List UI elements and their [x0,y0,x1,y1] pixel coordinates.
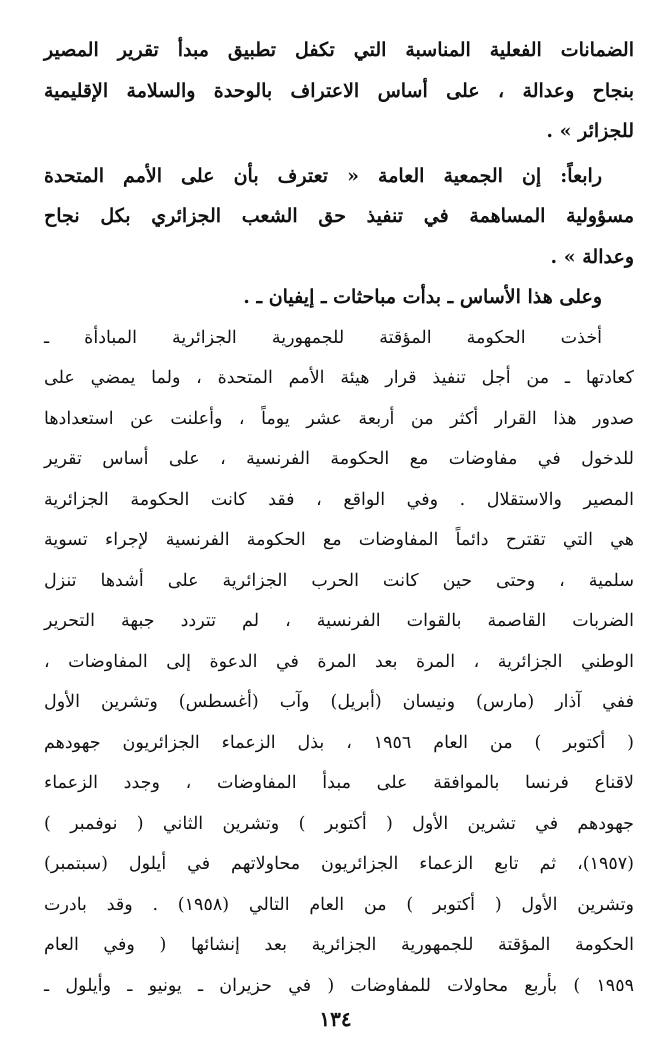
text-line: صدور هذا القرار أكثر من أربعة عشر يوماً ، وأعلنت عن استعدادها [44,408,634,429]
paragraph-guarantees [44,30,634,152]
text-line: مسؤولية المساهمة في تنفيذ حق الشعب الجزائري بكل نجاح [44,205,634,227]
paragraph-evian [44,277,634,318]
text-line: هي التي تقترح دائماً المفاوضات مع الحكومة الفرنسية لإجراء تسوية [44,530,634,550]
text-line: وعلى هذا الأساس ـ بدأت مباحثات ـ إيفيان ـ . [243,286,602,308]
text-line: الوطني الجزائرية ، المرة بعد المرة في الدعوة إلى المفاوضات ، [44,651,634,672]
text-line: رابعاً: إن الجمعية العامة « تعترف بأن على الأمم المتحدة [44,164,602,187]
text-line: المصير والاستقلال . وفي الواقع ، فقد كانت الحكومة الجزائرية [44,489,634,510]
book-page [44,30,634,1030]
text-line: الحكومة المؤقتة للجمهورية الجزائرية بعد إنشائها ( وفي العام [44,935,634,955]
text-line: وتشرين الأول ( أكتوبر ) من العام التالي (١٩٥٨) . وقد بادرت [44,894,634,915]
text-line: بنجاح وعدالة ، على أساس الاعتراف بالوحدة والسلامة الإقليمية [44,79,634,102]
text-line: (١٩٥٧)، ثم تابع الزعماء الجزائريون محاولاتهم في أيلول (سبتمبر) [44,854,634,874]
paragraph-fourthly [44,156,634,278]
text-line: أخذت الحكومة المؤقتة للجمهورية الجزائرية المبادأة ـ [44,327,602,348]
text-line: الضمانات الفعلية المناسبة التي تكفل تطبيق مبدأ تقرير المصير [44,39,634,61]
text-line: ١٩٥٩ ) بأربع محاولات للمفاوضات ( في حزيران ـ يونيو ـ وأيلول ـ [44,975,634,996]
text-line: وعدالة » . [550,245,634,268]
text-line: للدخول في مفاوضات مع الحكومة الفرنسية ، على أساس تقرير [44,449,634,469]
text-line: سلمية ، وحتى حين كانت الحرب الجزائرية على أشدها تنزل [44,570,634,591]
text-line: ففي آذار (مارس) ونيسان (أبريل) وآب (أغسطس) وتشرين الأول [44,692,634,712]
text-line: جهودهم في تشرين الأول ( أكتوبر ) وتشرين الثاني ( نوفمبر ) [44,813,634,834]
text-line: ( أكتوبر ) من العام ١٩٥٦ ، بذل الزعماء الجزائريون جهودهم [44,732,634,753]
text-line: للجزائر » . [546,120,634,142]
page-number: ١٣٤ [319,1007,352,1031]
text-line: كعادتها ـ من أجل تنفيذ قرار هيئة الأمم المتحدة ، ولما يمضي على [44,368,634,388]
text-line: الضربات القاصمة بالقوات الفرنسية ، لم تتردد جبهة التحرير [44,611,634,631]
paragraph-body [44,318,634,1007]
text-line: لاقناع فرنسا بالموافقة على مبدأ المفاوضات ، وجدد الزعماء [44,773,634,793]
